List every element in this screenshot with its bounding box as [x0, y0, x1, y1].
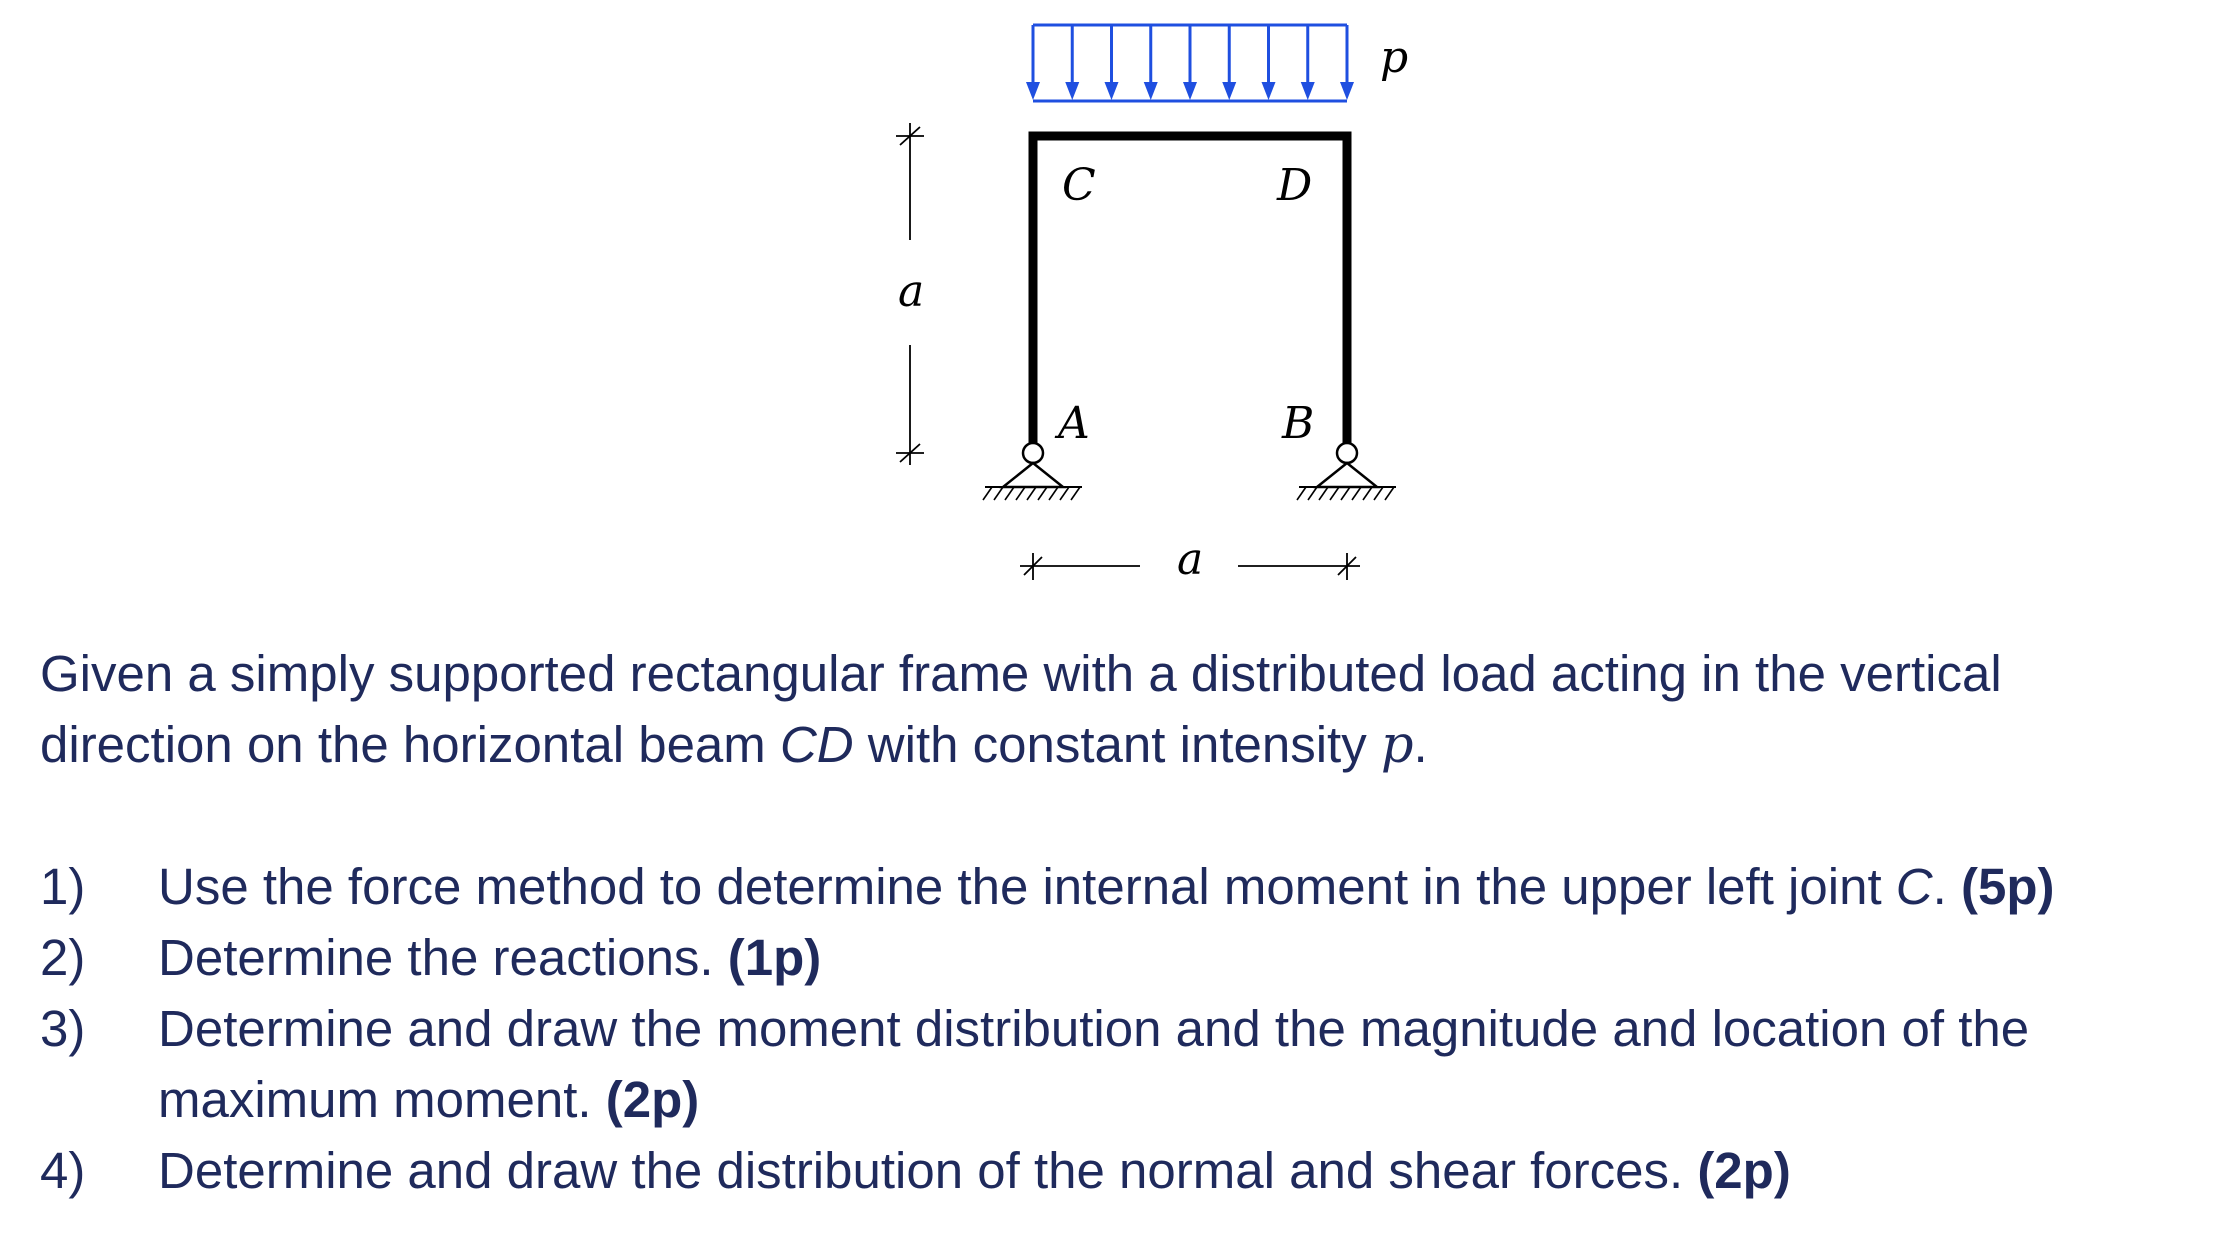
task-item [40, 851, 2190, 922]
ground-hatch-line [983, 487, 992, 500]
task-points: (1p) [727, 929, 822, 986]
pin-b [1337, 443, 1357, 463]
task-number: 3) [40, 1000, 86, 1057]
ground-hatch-line [1330, 487, 1339, 500]
intro-symbol: p [1380, 716, 1414, 775]
load-arrow-head [1222, 82, 1236, 100]
ground-hatch-line [1308, 487, 1317, 500]
task-points: (2p) [605, 1071, 700, 1128]
ground-hatch-line [1071, 487, 1080, 500]
joint-label-c: C [1062, 160, 1096, 211]
task-body [158, 851, 2190, 922]
load-arrow-head [1105, 82, 1119, 100]
ground-hatch-line [1363, 487, 1372, 500]
task-points: (5p) [1960, 858, 2055, 915]
task-number: 2) [40, 929, 86, 986]
task-text: Determine and draw the moment distribution and the magnitude and location of the maximum moment. [158, 1000, 2030, 1128]
ground-hatch-a [983, 487, 1080, 500]
task-text: Determine the reactions. [158, 929, 728, 986]
frame-diagram [0, 0, 2216, 620]
task-body [158, 922, 2190, 993]
intro-part2: with constant intensity [853, 716, 1381, 773]
load-arrows [1026, 25, 1354, 100]
task-body [158, 993, 2190, 1135]
load-arrow-head [1262, 82, 1276, 100]
task-item [40, 922, 2190, 993]
task-item [40, 1135, 2190, 1206]
load-arrow-head [1301, 82, 1315, 100]
joint-label-d: D [1277, 160, 1313, 211]
task-points: (2p) [1697, 1142, 1791, 1199]
ground-hatch-line [1319, 487, 1328, 500]
support-label-a: A [1058, 398, 1090, 449]
ground-hatch-b [1297, 487, 1394, 500]
intro-part3: . [1413, 716, 1428, 773]
load-label: p [1380, 32, 1409, 83]
span-label: a [1177, 534, 1204, 585]
pin-a [1023, 443, 1043, 463]
ground-hatch-line [1005, 487, 1014, 500]
ground-hatch-line [1374, 487, 1383, 500]
ground-hatch-line [1297, 487, 1306, 500]
support-label-b: B [1282, 398, 1315, 449]
ground-hatch-line [1352, 487, 1361, 500]
load-arrow-head [1183, 82, 1197, 100]
load-arrow-head [1144, 82, 1158, 100]
task-number: 4) [40, 1142, 86, 1199]
intro-part1: Given a simply supported rectangular frame with a distributed load acting in the vertical direction on the horizontal beam [40, 645, 2002, 773]
height-label: a [898, 266, 925, 317]
support-triangle-b [1317, 463, 1377, 487]
task-after: . [1932, 858, 1961, 915]
pin-support-a [983, 443, 1082, 500]
ground-hatch-line [1049, 487, 1058, 500]
load-arrow-head [1340, 82, 1354, 100]
task-body [158, 1135, 2190, 1206]
load-arrow-head [1065, 82, 1079, 100]
support-triangle-a [1003, 463, 1063, 487]
task-emphasis: C [1895, 858, 1933, 915]
ground-hatch-line [1341, 487, 1350, 500]
distributed-load [1026, 25, 1408, 101]
intro-beam: CD [779, 716, 854, 773]
ground-hatch-line [1027, 487, 1036, 500]
task-text: Determine and draw the distribution of the normal and shear forces. [158, 1142, 1698, 1199]
task-number: 1) [40, 858, 86, 915]
ground-hatch-line [1060, 487, 1069, 500]
load-arrow-head [1026, 82, 1040, 100]
task-list [40, 851, 2190, 1206]
ground-hatch-line [1385, 487, 1394, 500]
ground-hatch-line [1038, 487, 1047, 500]
problem-text [40, 638, 2190, 1199]
pin-support-b [1297, 443, 1396, 500]
task-text: Use the force method to determine the internal moment in the upper left joint [158, 858, 1896, 915]
ground-hatch-line [1016, 487, 1025, 500]
problem-intro [40, 638, 2190, 781]
task-item [40, 993, 2190, 1135]
ground-hatch-line [994, 487, 1003, 500]
